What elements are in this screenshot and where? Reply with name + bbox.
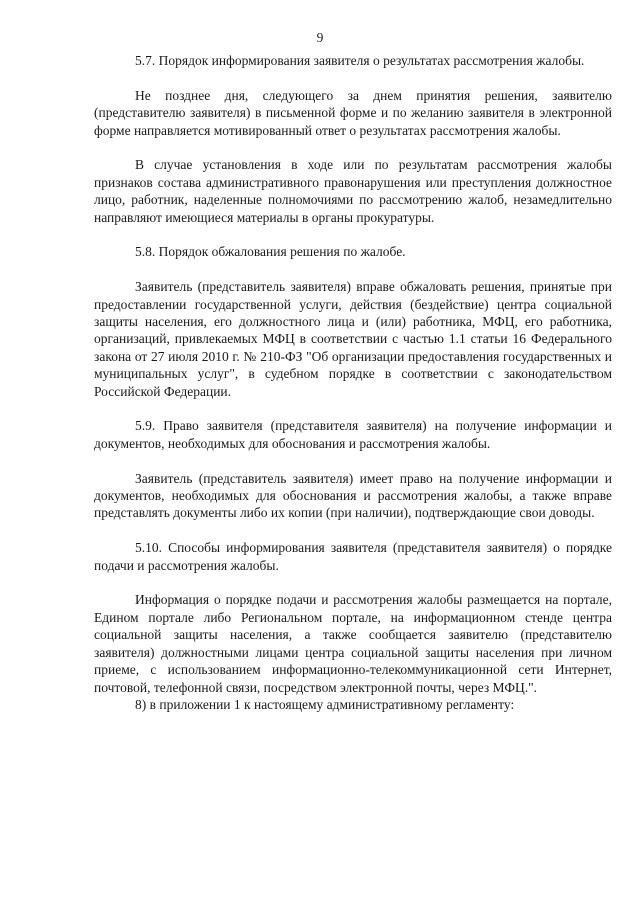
- paragraph-gap: [94, 139, 612, 156]
- paragraph-document-rights: Заявитель (представитель заявителя) имеет право на получение информации и документов, необходимых для обоснования и рассмотрения жалобы, а также вправе представлять документы либо их копии (при наличии), подтверждающие свои доводы.: [94, 470, 612, 521]
- document-body: [94, 52, 612, 713]
- paragraph-response-deadline: Не позднее дня, следующего за днем принятия решения, заявителю (представителю заявителя) в письменной форме и по желанию заявителя в электронной форме направляется мотивированный ответ о результатах рассмотрения жалобы.: [94, 87, 612, 138]
- paragraph-gap: [94, 522, 612, 539]
- page-number: 9: [316, 30, 324, 45]
- paragraph-court-appeal: Заявитель (представитель заявителя) вправе обжаловать решения, принятые при предоставлении государственной услуги, действия (бездействие) центра социальной защиты населения, его должностного лица и (или) работника, МФЦ, его работника, организаций, привлекаемых МФЦ в соответствии с частью 1.1 статьи 16 Федерального закона от 27 июля 2010 г. № 210-ФЗ "Об организации предоставления государственных и муниципальных услуг", в судебном порядке в соответствии с законодательством Российской Федерации.: [94, 279, 612, 399]
- paragraph-5-10-heading: 5.10. Способы информирования заявителя (представителя заявителя) о порядке подачи и рассмотрения жалобы.: [94, 540, 612, 573]
- paragraph-information-channels: Информация о порядке подачи и рассмотрения жалобы размещается на портале, Едином портале либо Региональном портале, на информационном стенде центра социальной защиты населения, а также сообщается заявителю (представителю заявителя) должностными лицами центра социальной защиты населения при личном приеме, с использованием информационно-телекоммуникационной сети Интернет, почтовой, телефонной связи, посредством электронной почты, через МФЦ.".: [94, 592, 612, 695]
- paragraph-5-7-heading: 5.7. Порядок информирования заявителя о результатах рассмотрения жалобы.: [135, 53, 585, 68]
- paragraph-gap: [94, 452, 612, 469]
- paragraph-gap: [94, 574, 612, 591]
- paragraph-gap: [94, 400, 612, 417]
- paragraph-gap: [94, 69, 612, 86]
- paragraph-5-9-heading: 5.9. Право заявителя (представителя заявителя) на получение информации и документов, необходимых для обоснования и рассмотрения жалобы.: [94, 418, 612, 451]
- paragraph-appendix-item-8: 8) в приложении 1 к настоящему административному регламенту:: [135, 696, 515, 712]
- paragraph-gap: [94, 226, 612, 243]
- paragraph-5-8-heading: 5.8. Порядок обжалования решения по жалобе.: [135, 244, 406, 260]
- paragraph-gap: [94, 261, 612, 278]
- paragraph-violation-referral: В случае установления в ходе или по результатам рассмотрения жалобы признаков состава административного правонарушения или преступления должностное лицо, работник, наделенные полномочиями по рассмотрению жалоб, незамедлительно направляют имеющиеся материалы в органы прокуратуры.: [94, 157, 612, 225]
